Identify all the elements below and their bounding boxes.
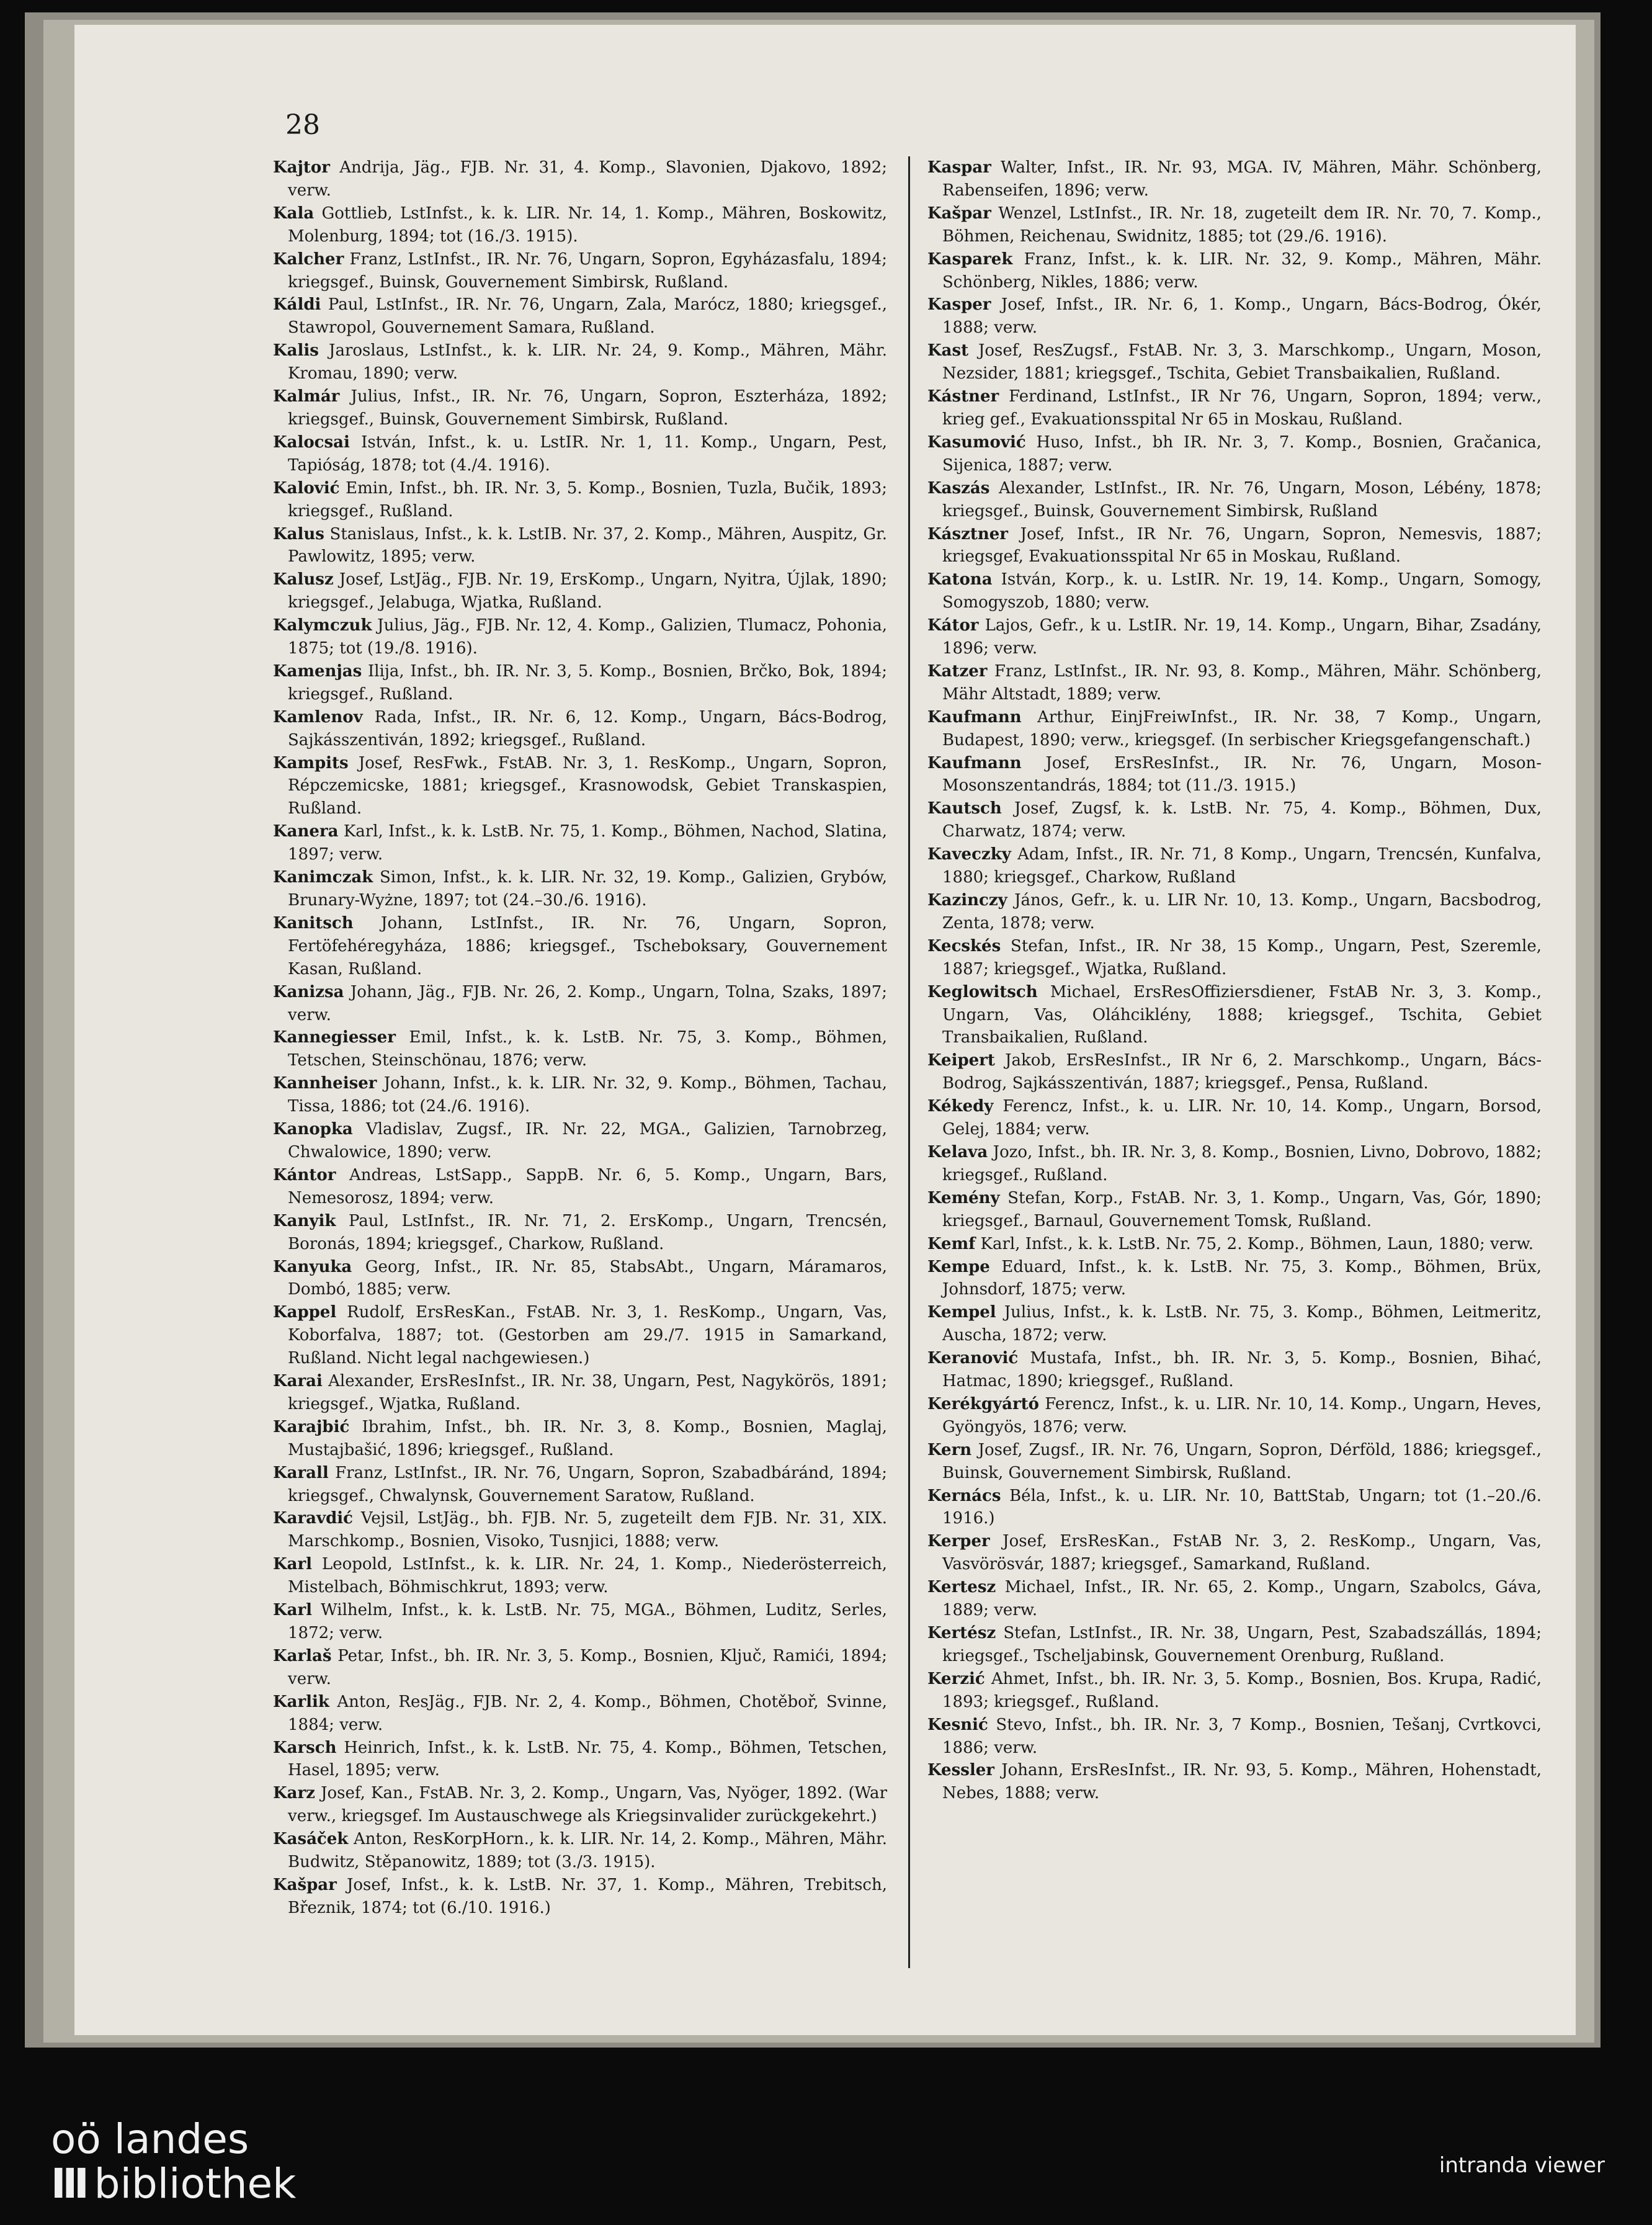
entry-surname: Kástner [927,387,999,406]
register-entry [273,385,887,431]
register-entry [927,385,1542,431]
entry-details: Walter, Infst., IR. Nr. 93, MGA. IV, Mähren, Mähr. Schönberg, Rabenseifen, 1896; verw. [942,158,1542,200]
register-entry [927,889,1542,935]
entry-details: Simon, Infst., k. k. LIR. Nr. 32, 19. Komp., Galizien, Grybów, Brunary-Wyżne, 1897; tot (24.–30./6. 1916). [288,868,887,910]
register-entry [927,1233,1542,1256]
register-entry [927,981,1542,1050]
register-entry [273,1737,887,1783]
entry-details: Vladislav, Zugsf., IR. Nr. 22, MGA., Galizien, Tarnobrzeg, Chwalowice, 1890; verw. [288,1120,888,1162]
entry-surname: Kalmár [273,387,340,406]
entry-surname: Kernács [927,1486,1001,1505]
entry-details: Josef, Infst., IR. Nr. 6, 1. Komp., Ungarn, Bács-Bodrog, Ókér, 1888; verw. [942,295,1542,338]
entry-surname: Kappel [273,1303,337,1322]
entry-details: Stanislaus, Infst., k. k. LstIB. Nr. 37, 2. Komp., Mähren, Auspitz, Gr. Pawlowitz, 1895; verw. [288,524,887,566]
entry-details: Rada, Infst., IR. Nr. 6, 12. Komp., Ungarn, Bács-Bodrog, Sajkásszentiván, 1892; kriegsgef., Rußland. [288,707,887,750]
register-entry [927,523,1542,569]
register-entry [927,202,1542,248]
entry-details: Josef, ResFwk., FstAB. Nr. 3, 1. ResKomp., Ungarn, Sopron, Répczemicske, 1881; kriegsgef., Krasnowodsk, Gebiet Transkaspien, Rußland. [288,753,887,818]
entry-details: Leopold, LstInfst., k. k. LIR. Nr. 24, 1. Komp., Niederösterreich, Mistelbach, Böhmischkrut, 1893; verw. [288,1555,887,1597]
entry-surname: Kautsch [927,799,1002,818]
entry-details: Josef, Infst., k. k. LstB. Nr. 37, 1. Komp., Mähren, Trebitsch, Březnik, 1874; tot (6./10. 1916.) [288,1875,887,1917]
register-entry [273,1164,887,1210]
entry-details: Adam, Infst., IR. Nr. 71, 8 Komp., Ungarn, Trencsén, Kunfalva, 1880; kriegsgef., Charkow, Rußland [942,845,1542,887]
entry-surname: Kamlenov [273,707,363,727]
register-entry [927,706,1542,752]
page-number: 28 [285,109,320,141]
entry-surname: Karlaš [273,1646,332,1665]
entry-details: Ahmet, Infst., bh. IR. Nr. 3, 5. Komp., Bosnien, Bos. Krupa, Radić, 1893; kriegsgef., Rußland. [942,1669,1542,1711]
entry-surname: Kántor [273,1165,336,1184]
library-logo[interactable] [51,2117,296,2206]
left-column [273,156,887,1920]
entry-surname: Kaufmann [927,753,1022,772]
entry-surname: Keranović [927,1349,1019,1368]
entry-surname: Kanimczak [273,868,373,887]
entry-surname: Kanopka [273,1120,353,1139]
entry-surname: Kékedy [927,1097,994,1116]
entry-details: Andrija, Jäg., FJB. Nr. 31, 4. Komp., Slavonien, Djakovo, 1892; verw. [288,158,888,200]
entry-surname: Karl [273,1555,313,1574]
entry-surname: Kemf [927,1234,976,1253]
entry-details: Lajos, Gefr., k u. LstIR. Nr. 19, 14. Komp., Ungarn, Bihar, Zsadány, 1896; verw. [942,616,1542,658]
entry-details: Stefan, Infst., IR. Nr 38, 15 Komp., Ungarn, Pest, Szeremle, 1887; kriegsgef., Wjatka, Rußland. [942,936,1542,978]
register-entry [927,293,1542,339]
entry-details: Anton, ResJäg., FJB. Nr. 2, 4. Komp., Böhmen, Chotěboř, Svinne, 1884; verw. [288,1692,887,1734]
entry-surname: Kanera [273,822,339,841]
entry-details: Andreas, LstSapp., SappB. Nr. 6, 5. Komp., Ungarn, Bars, Nemesorosz, 1894; verw. [288,1165,887,1207]
entry-surname: Katona [927,570,993,589]
register-entry [927,1714,1542,1760]
entry-details: Petar, Infst., bh. IR. Nr. 3, 5. Komp., Bosnien, Ključ, Ramići, 1894; verw. [288,1646,888,1688]
entry-details: István, Korp., k. u. LstIR. Nr. 19, 14. Komp., Ungarn, Somogy, Somogyszob, 1880; verw. [942,570,1542,612]
register-entry [273,1462,887,1508]
register-entry [273,1507,887,1553]
viewer-brand[interactable]: intranda viewer [1439,2153,1605,2178]
register-entry [273,339,887,385]
entry-details: Johann, ErsResInfst., IR. Nr. 93, 5. Komp., Mähren, Hohenstadt, Nebes, 1888; verw. [942,1761,1542,1803]
register-entry [273,202,887,248]
entry-surname: Kašpar [273,1875,337,1894]
entry-surname: Kalymczuk [273,616,372,635]
entry-surname: Karajbić [273,1417,350,1436]
register-entry [927,752,1542,798]
register-entry [273,1874,887,1920]
entry-details: Julius, Infst., IR. Nr. 76, Ungarn, Sopron, Eszterháza, 1892; kriegsgef., Buinsk, Gouvernement Simbirsk, Rußland. [288,387,887,429]
entry-details: Karl, Infst., k. k. LstB. Nr. 75, 2. Komp., Böhmen, Laun, 1880; verw. [980,1234,1534,1253]
entry-details: Johann, Infst., k. k. LIR. Nr. 32, 9. Komp., Böhmen, Tachau, Tissa, 1886; tot (24./6. 1916). [288,1074,888,1116]
entry-surname: Kasumović [927,432,1026,452]
register-entry [927,1393,1542,1439]
register-entry [927,1141,1542,1187]
register-entry [273,1026,887,1072]
entry-details: Franz, LstInfst., IR. Nr. 93, 8. Komp., Mähren, Mähr. Schönberg, Mähr Altstadt, 1889; verw. [942,661,1542,704]
entry-surname: Keglowitsch [927,982,1038,1001]
entry-surname: Kast [927,341,969,360]
entry-surname: Kasper [927,295,991,315]
entry-surname: Kalcher [273,249,344,269]
entry-surname: Kelava [927,1142,988,1162]
register-entry [273,820,887,866]
entry-details: Jakob, ErsResInfst., IR Nr 6, 2. Marschkomp., Ungarn, Bács-Bodrog, Sajkásszentiván, 1887; kriegsgef., Pensa, Rußland. [942,1051,1542,1093]
register-entry [273,614,887,660]
register-entry [927,1187,1542,1233]
register-entry [273,1416,887,1462]
entry-surname: Kampits [273,753,349,772]
entry-details: Franz, LstInfst., IR. Nr. 76, Ungarn, Sopron, Egyházasfalu, 1894; kriegsgef., Buinsk, Gouvernement Simbirsk, Rußland. [288,249,888,292]
entry-details: Alexander, ErsResInfst., IR. Nr. 38, Ungarn, Pest, Nagykörös, 1891; kriegsgef., Wjatka, Rußland. [288,1372,887,1413]
register-entry [927,1485,1542,1531]
entry-details: Emin, Infst., bh. IR. Nr. 3, 5. Komp., Bosnien, Tuzla, Bučik, 1893; kriegsgef., Rußland. [288,478,888,521]
entry-surname: Katzer [927,661,988,681]
register-entry [927,1622,1542,1668]
entry-surname: Karl [273,1601,313,1620]
register-entry [927,843,1542,889]
entry-surname: Kecskés [927,936,1001,956]
entry-details: Huso, Infst., bh IR. Nr. 3, 7. Komp., Bosnien, Gračanica, Sijenica, 1887; verw. [942,432,1542,475]
entry-surname: Kamenjas [273,661,362,681]
register-entry [273,706,887,752]
register-entry [273,912,887,981]
entry-details: Arthur, EinjFreiwInfst., IR. Nr. 38, 7 Komp., Ungarn, Budapest, 1890; verw., kriegsgef. (In serbischer Kriegsgefangenschaft.) [942,707,1542,750]
entry-surname: Kalis [273,341,319,360]
register-entry [273,568,887,614]
register-entry [273,1210,887,1256]
register-entry [927,614,1542,660]
register-entry [273,1301,887,1370]
entry-details: Anton, ResKorpHorn., k. k. LIR. Nr. 14, 2. Komp., Mähren, Mähr. Budwitz, Stěpanowitz, 1889; tot (3./3. 1915). [288,1830,887,1872]
register-entry [273,293,887,339]
entry-details: Josef, Zugsf., IR. Nr. 76, Ungarn, Sopron, Dérföld, 1886; kriegsgef., Buinsk, Gouvernement Simbirsk, Rußland. [942,1440,1542,1482]
entry-details: Ferencz, Infst., k. u. LIR. Nr. 10, 14. Komp., Ungarn, Borsod, Gelej, 1884; verw. [942,1097,1542,1139]
entry-surname: Kanyuka [273,1257,352,1276]
entry-surname: Kalusz [273,570,334,589]
register-entry [927,431,1542,477]
entry-details: Jozo, Infst., bh. IR. Nr. 3, 8. Komp., Bosnien, Livno, Dobrovo, 1882; kriegsgef., Rußland. [942,1142,1542,1184]
register-entry [273,1370,887,1416]
register-entry [273,752,887,821]
entry-details: Julius, Infst., k. k. LstB. Nr. 75, 3. Komp., Böhmen, Leitmeritz, Auscha, 1872; verw. [942,1303,1542,1345]
entry-details: Stefan, LstInfst., IR. Nr. 38, Ungarn, Pest, Szabadszállás, 1894; kriegsgef., Tscheljabinsk, Gouvernement Orenburg, Rußland. [942,1624,1542,1665]
entry-details: Heinrich, Infst., k. k. LstB. Nr. 75, 4. Komp., Böhmen, Tetschen, Hasel, 1895; verw. [288,1738,888,1780]
entry-details: Mustafa, Infst., bh. IR. Nr. 3, 5. Komp., Bosnien, Bihać, Hatmac, 1890; kriegsgef., Rußland. [942,1349,1542,1391]
entry-details: Josef, ErsResKan., FstAB Nr. 3, 2. ResKomp., Ungarn, Vas, Vasvörösvár, 1887; kriegsgef., Samarkand, Rußland. [942,1532,1542,1574]
entry-surname: Kalocsai [273,432,350,452]
logo-line-2: bibliothek [94,2160,297,2208]
entry-surname: Kajtor [273,158,330,177]
entry-details: Franz, LstInfst., IR. Nr. 76, Ungarn, Sopron, Szabadbáránd, 1894; kriegsgef., Chwalynsk, Gouvernement Saratow, Rußland. [288,1463,887,1505]
entry-surname: Kerzić [927,1669,985,1688]
entry-details: Vejsil, LstJäg., bh. FJB. Nr. 5, zugeteilt dem FJB. Nr. 31, XIX. Marschkomp., Bosnien, Visoko, Tusnjici, 1888; verw. [288,1509,888,1551]
entry-surname: Káldi [273,295,321,315]
register-entry [273,1691,887,1737]
register-entry [273,1118,887,1164]
register-entry [927,477,1542,523]
entry-surname: Kanizsa [273,982,344,1001]
entry-surname: Kemény [927,1188,1000,1207]
register-entry [927,1256,1542,1302]
register-entry [927,1439,1542,1485]
register-entry [273,981,887,1027]
entry-surname: Kaspar [927,158,991,177]
entry-surname: Kaufmann [927,707,1022,727]
register-entry [273,1828,887,1874]
entry-details: Jaroslaus, LstInfst., k. k. LIR. Nr. 24, 9. Komp., Mähren, Mähr. Kromau, 1890; verw. [288,341,887,383]
column-divider [908,156,910,1968]
entry-surname: Karai [273,1372,323,1391]
logo-line-1: oö landes [51,2115,249,2163]
register-entry [927,1576,1542,1622]
entry-surname: Kempel [927,1303,996,1322]
register-entry [273,1645,887,1691]
register-entry [273,477,887,523]
right-column [927,156,1542,1805]
entry-details: Josef, LstJäg., FJB. Nr. 19, ErsKomp., Ungarn, Nyitra, Újlak, 1890; kriegsgef., Jelabuga, Wjatka, Rußland. [288,570,887,612]
entry-details: Josef, ResZugsf., FstAB. Nr. 3, 3. Marschkomp., Ungarn, Moson, Nezsider, 1881; kriegsgef., Tschita, Gebiet Transbaikalien, Rußland. [942,341,1542,383]
entry-surname: Kesnić [927,1715,988,1734]
entry-details: Johann, LstInfst., IR. Nr. 76, Ungarn, Sopron, Fertöfehéregyháza, 1886; kriegsgef., Tscheboksary, Gouvernement Kasan, Rußland. [288,913,888,978]
entry-surname: Kasáček [273,1830,349,1849]
entry-details: Emil, Infst., k. k. LstB. Nr. 75, 3. Komp., Böhmen, Tetschen, Steinschönau, 1876; verw. [288,1028,888,1070]
entry-surname: Kern [927,1440,972,1459]
entry-surname: Kannegiesser [273,1028,396,1047]
entry-surname: Kanyik [273,1211,336,1230]
entry-surname: Kaveczky [927,845,1011,864]
entry-surname: Kertész [927,1624,996,1642]
entry-surname: Kerékgyártó [927,1394,1040,1413]
register-entry [927,1301,1542,1347]
entry-details: Wilhelm, Infst., k. k. LstB. Nr. 75, MGA., Böhmen, Luditz, Serles, 1872; verw. [288,1601,888,1642]
entry-surname: Kannheiser [273,1074,377,1093]
register-entry [927,1095,1542,1141]
register-entry [273,523,887,569]
entry-details: Franz, Infst., k. k. LIR. Nr. 32, 9. Komp., Mähren, Mähr. Schönberg, Nikles, 1886; verw. [942,249,1542,292]
entry-details: Michael, ErsResOffiziersdiener, FstAB Nr. 3, 3. Komp., Ungarn, Vas, Oláhciklény, 1888; kriegsgef., Tschita, Gebiet Transbaikalien, Rußland. [942,982,1542,1047]
register-entry [927,1759,1542,1805]
entry-surname: Karlik [273,1692,329,1711]
entry-details: Josef, Infst., IR Nr. 76, Ungarn, Sopron, Nemesvis, 1887; kriegsgef, Evakuationsspital Nr 65 in Moskau, Rußland. [942,524,1542,566]
document-page [74,25,1576,2035]
register-entry [927,1049,1542,1095]
register-entry [927,156,1542,202]
entry-details: Stevo, Infst., bh. IR. Nr. 3, 7 Komp., Bosnien, Tešanj, Cvrtkovci, 1886; verw. [942,1715,1542,1757]
entry-surname: Kásztner [927,524,1008,544]
entry-surname: Kazinczy [927,891,1007,910]
register-entry [273,866,887,912]
register-entry [927,1530,1542,1576]
register-entry [927,1347,1542,1393]
entry-details: Karl, Infst., k. k. LstB. Nr. 75, 1. Komp., Böhmen, Nachod, Slatina, 1897; verw. [288,822,887,864]
entry-details: Rudolf, ErsResKan., FstAB. Nr. 3, 1. ResKomp., Ungarn, Vas, Koborfalva, 1887; tot. (Gestorben am 29./7. 1915 in Samarkand, Rußland. Nicht legal nachgewiesen.) [288,1303,888,1368]
entry-surname: Kessler [927,1761,994,1780]
entry-surname: Karz [273,1784,315,1803]
entry-details: Julius, Jäg., FJB. Nr. 12, 4. Komp., Galizien, Tlumacz, Pohonia, 1875; tot (19./8. 1916). [288,616,888,658]
register-entry [273,1256,887,1302]
entry-details: Alexander, LstInfst., IR. Nr. 76, Ungarn, Moson, Lébény, 1878; kriegsgef., Buinsk, Gouvernement Simbirsk, Rußland [942,478,1542,521]
entry-details: Josef, ErsResInfst., IR. Nr. 76, Ungarn, Moson-Mosonszentandrás, 1884; tot (11./3. 1915.) [942,753,1542,795]
entry-details: Josef, Kan., FstAB. Nr. 3, 2. Komp., Ungarn, Vas, Nyöger, 1892. (War verw., kriegsgef. Im Austauschwege als Kriegsinvalider zurückgekehrt.) [288,1784,887,1826]
entry-surname: Karall [273,1463,329,1482]
logo-bars-icon: III [51,2160,86,2208]
entry-surname: Kalović [273,478,340,498]
entry-details: Georg, Infst., IR. Nr. 85, StabsAbt., Ungarn, Máramaros, Dombó, 1885; verw. [288,1257,887,1299]
entry-surname: Kerper [927,1532,990,1551]
register-entry [927,935,1542,981]
entry-details: Ilija, Infst., bh. IR. Nr. 3, 5. Komp., Bosnien, Brčko, Bok, 1894; kriegsgef., Rußland. [288,661,887,704]
entry-details: Eduard, Infst., k. k. LstB. Nr. 75, 3. Komp., Böhmen, Brüx, Johnsdorf, 1875; verw. [942,1257,1542,1299]
entry-details: Johann, Jäg., FJB. Nr. 26, 2. Komp., Ungarn, Tolna, Szaks, 1897; verw. [288,982,888,1024]
entry-surname: Kašpar [927,204,991,223]
entry-details: Josef, Zugsf, k. k. LstB. Nr. 75, 4. Komp., Böhmen, Dux, Charwatz, 1874; verw. [942,799,1542,841]
register-entry [273,1072,887,1118]
entry-surname: Kanitsch [273,913,354,933]
register-entry [273,1553,887,1599]
register-entry [273,248,887,294]
entry-details: Michael, Infst., IR. Nr. 65, 2. Komp., Ungarn, Szabolcs, Gáva, 1889; verw. [942,1578,1542,1620]
entry-details: Ferencz, Infst., k. u. LIR. Nr. 10, 14. Komp., Ungarn, Heves, Gyöngyös, 1876; verw. [942,1394,1542,1436]
register-entry [927,1668,1542,1714]
register-entry [273,156,887,202]
entry-details: János, Gefr., k. u. LIR Nr. 10, 13. Komp., Ungarn, Bacsbodrog, Zenta, 1878; verw. [942,891,1542,933]
entry-surname: Karsch [273,1738,337,1757]
register-entry [927,660,1542,706]
register-entry [927,339,1542,385]
entry-details: István, Infst., k. u. LstIR. Nr. 1, 11. Komp., Ungarn, Pest, Tapióság, 1878; tot (4./4. 1916). [288,432,888,475]
entry-details: Wenzel, LstInfst., IR. Nr. 18, zugeteilt dem IR. Nr. 70, 7. Komp., Böhmen, Reichenau, Swidnitz, 1885; tot (29./6. 1916). [942,204,1542,246]
register-entry [273,660,887,706]
entry-surname: Kempe [927,1257,990,1276]
register-entry [927,248,1542,294]
entry-details: Gottlieb, LstInfst., k. k. LIR. Nr. 14, 1. Komp., Mähren, Boskowitz, Molenburg, 1894; tot (16./3. 1915). [288,204,887,246]
entry-details: Ferdinand, LstInfst., IR Nr 76, Ungarn, Sopron, 1894; verw., krieg gef., Evakuationsspital Nr 65 in Moskau, Rußland. [942,387,1542,429]
entry-details: Ibrahim, Infst., bh. IR. Nr. 3, 8. Komp., Bosnien, Maglaj, Mustajbašić, 1896; kriegsgef., Rußland. [288,1417,887,1459]
entry-details: Stefan, Korp., FstAB. Nr. 3, 1. Komp., Ungarn, Vas, Gór, 1890; kriegsgef., Barnaul, Gouvernement Tomsk, Rußland. [942,1188,1542,1230]
entry-surname: Kala [273,204,315,223]
entry-surname: Karavdić [273,1509,353,1528]
register-entry [927,797,1542,843]
entry-surname: Kalus [273,524,324,544]
register-entry [273,1599,887,1645]
entry-surname: Kaszás [927,478,990,498]
register-entry [273,1782,887,1828]
entry-surname: Keipert [927,1051,995,1070]
entry-surname: Kátor [927,616,979,635]
entry-details: Paul, LstInfst., IR. Nr. 71, 2. ErsKomp., Ungarn, Trencsén, Boronás, 1894; kriegsgef., Charkow, Rußland. [288,1211,888,1253]
entry-surname: Kasparek [927,249,1013,269]
entry-details: Paul, LstInfst., IR. Nr. 76, Ungarn, Zala, Marócz, 1880; kriegsgef., Stawropol, Gouvernement Samara, Rußland. [288,295,888,338]
register-entry [273,431,887,477]
entry-details: Béla, Infst., k. u. LIR. Nr. 10, BattStab, Ungarn; tot (1.–20./6. 1916.) [942,1486,1542,1528]
register-entry [927,568,1542,614]
entry-surname: Kertesz [927,1578,996,1597]
